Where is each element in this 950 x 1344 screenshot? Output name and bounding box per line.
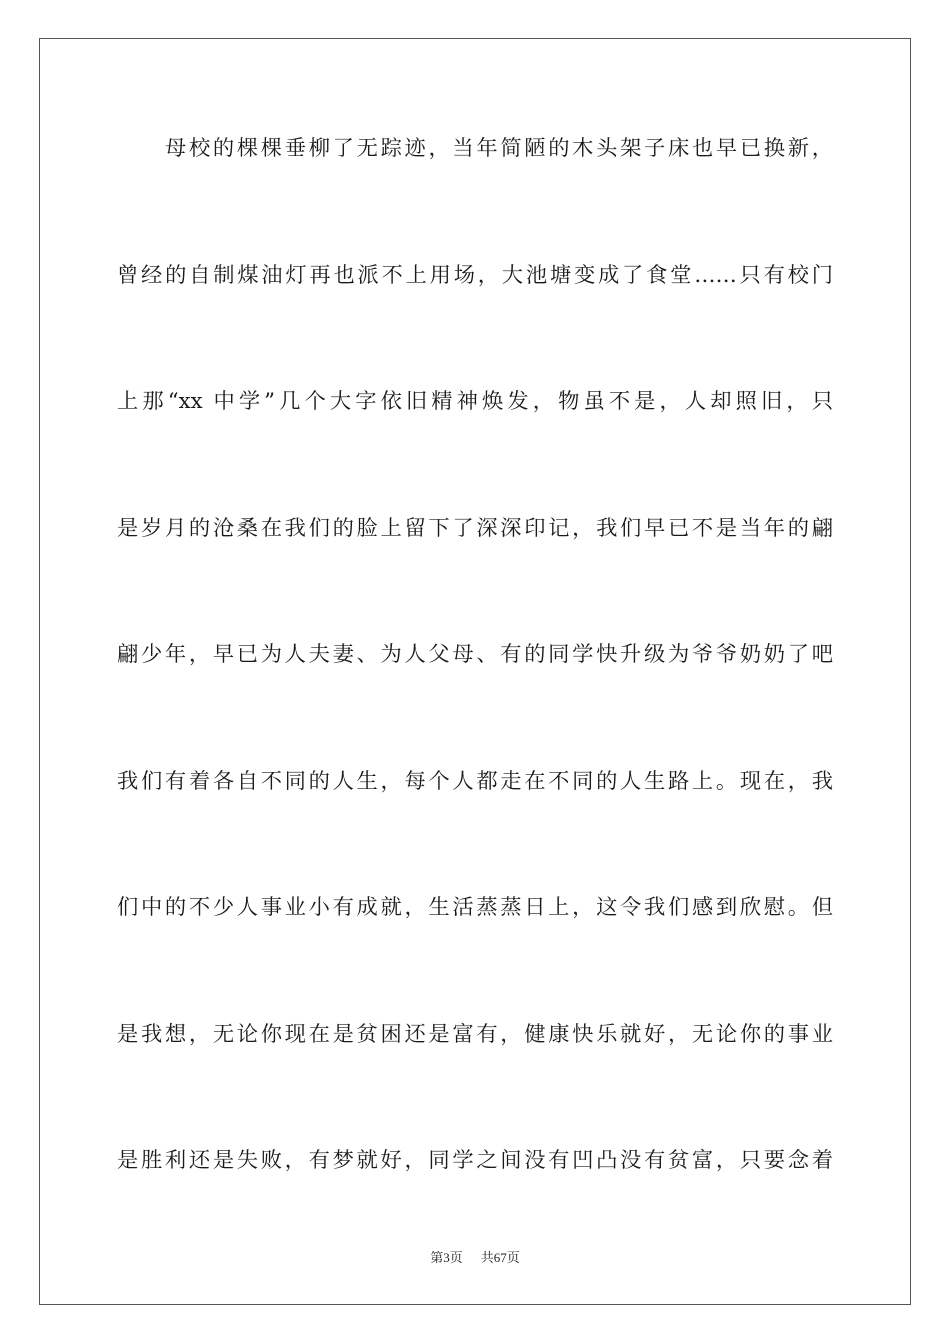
paragraph-line: 我们有着各自不同的人生，每个人都走在不同的人生路上。现在，我 xyxy=(117,768,833,794)
total-page-count: 共67页 xyxy=(480,1250,520,1265)
page-footer xyxy=(0,1247,950,1266)
paragraph-line: 们中的不少人事业小有成就，生活蒸蒸日上，这令我们感到欣慰。但 xyxy=(117,895,833,920)
paragraph-line: 上那“xx 中学”几个大字依旧精神焕发，物虽不是，人却照旧，只 xyxy=(117,389,833,414)
paragraph-line: 是胜利还是失败，有梦就好，同学之间没有凹凸没有贫富，只要念着 xyxy=(117,1148,833,1173)
paragraph-line: 是岁月的沧桑在我们的脸上留下了深深印记，我们早已不是当年的翩 xyxy=(117,515,833,541)
document-body xyxy=(117,131,833,1270)
paragraph-line: 母校的棵棵垂柳了无踪迹，当年简陋的木头架子床也早已换新， xyxy=(165,136,833,161)
current-page-number: 第3页 xyxy=(430,1250,463,1265)
paragraph-line: 翩少年，早已为人夫妻、为人父母、有的同学快升级为爷爷奶奶了吧 xyxy=(117,642,833,667)
paragraph-line: 是我想，无论你现在是贫困还是富有，健康快乐就好，无论你的事业 xyxy=(117,1021,833,1047)
paragraph-line: 曾经的自制煤油灯再也派不上用场，大池塘变成了食堂……只有校门 xyxy=(117,262,833,288)
